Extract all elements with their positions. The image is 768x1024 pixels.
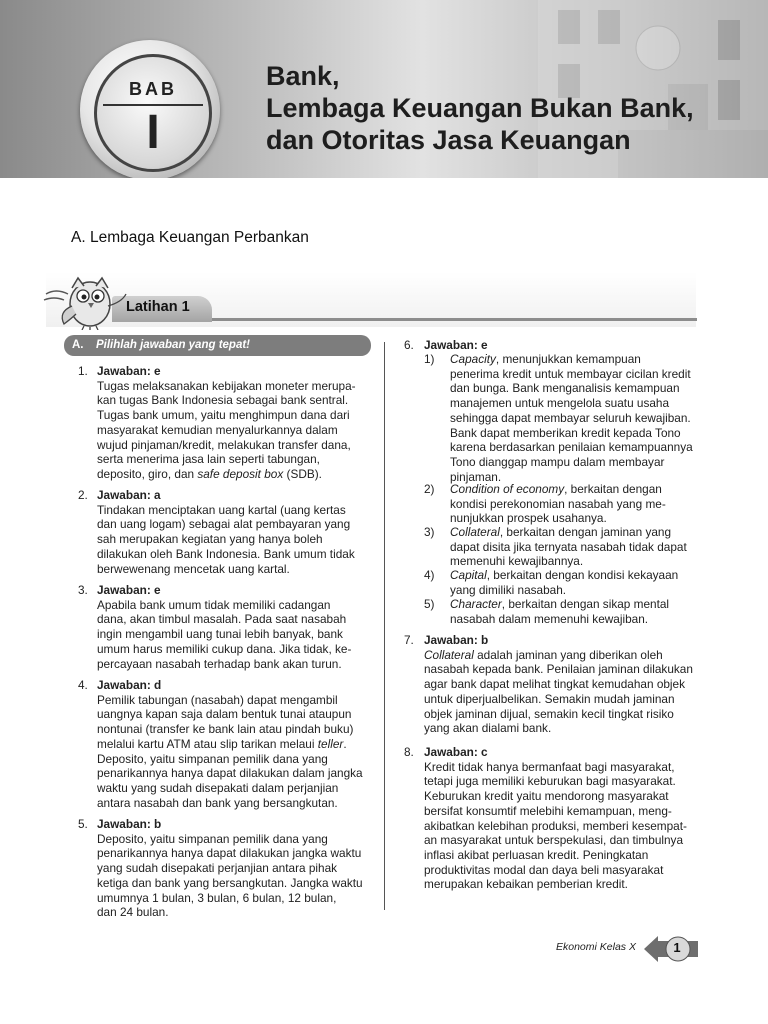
answer-line: berwewenang mencetak uang kartal.: [97, 561, 290, 576]
exercise-label: Latihan 1: [126, 299, 190, 315]
answer-line: deposito, giro, dan safe deposit box (SDB).: [97, 466, 322, 481]
criteria-line: nasabah dalam memenuhi kewajiban.: [450, 611, 649, 626]
answer-line: akibatkan kelebihan produksi, memberi kesempat-: [424, 818, 687, 833]
answer-line: Tugas melaksanakan kebijakan moneter merupa-: [97, 378, 356, 393]
answer-line: bersifat konsumtif melebihi kemampuan, meng-: [424, 803, 672, 818]
answer-item: [78, 583, 368, 673]
criteria-item: [424, 568, 720, 598]
answer-line: yang sudah disepakati perjanjian antara pihak: [97, 861, 338, 876]
answer-item: [404, 633, 700, 738]
answer-item: [404, 745, 700, 900]
answer-line: Keburukan kredit yaitu mendorong masyarakat: [424, 789, 669, 804]
criteria-line: yang dimiliki nasabah.: [450, 582, 567, 597]
chapter-title: [266, 60, 694, 156]
answer-line: Deposito, yaitu simpanan pemilik dana yang: [97, 831, 328, 846]
answer-line: inflasi akibat perluasan kredit. Peningkatan: [424, 847, 649, 862]
criteria-line: Capital, berkaitan dengan kondisi kekayaan: [450, 568, 679, 582]
criteria-line: manajemen untuk mengelola suatu usaha: [450, 396, 670, 411]
answer-key: Jawaban: a: [97, 488, 161, 502]
owl-mascot-icon: [42, 272, 130, 330]
criteria-number: 4): [424, 568, 435, 582]
answer-number: 3.: [78, 583, 88, 597]
criteria-line: kondisi perekonomian nasabah yang me-: [450, 496, 666, 511]
chapter-title-line: Lembaga Keuangan Bukan Bank,: [266, 93, 694, 123]
criteria-line: karena berdasarkan penilaian kemampuannya: [450, 440, 693, 455]
answer-line: Collateral adalah jaminan yang diberikan oleh: [424, 647, 663, 662]
answer-line: yang akan dialami bank.: [424, 721, 552, 736]
answer-line: percayaan nasabah terhadap bank akan turun.: [97, 656, 342, 671]
answer-line: objek jaminan dijual, semakin kecil tingkat risiko: [424, 706, 674, 721]
answer-line: uangnya kapan saja dalam bentuk tunai ataupun: [97, 707, 352, 722]
answer-number: 1.: [78, 364, 88, 378]
answer-line: dan 24 bulan.: [97, 905, 169, 920]
instruction-bar: [64, 335, 371, 356]
answer-line: Tindakan menciptakan uang kartal (uang kertas: [97, 502, 346, 517]
answer-number: 8.: [404, 745, 414, 759]
answer-line: nontunai (transfer ke bank lain atau pindah buku): [97, 722, 354, 737]
answer-line: masyarakat kemudian menyalurkannya dalam: [97, 422, 338, 437]
answer-key: Jawaban: d: [97, 678, 162, 692]
criteria-item: [424, 597, 720, 627]
answer-line: penarikannya hanya dapat dilakukan dalam jangka: [97, 766, 363, 781]
instruction-text: Pilihlah jawaban yang tepat!: [96, 339, 251, 351]
answer-item: [78, 364, 368, 484]
answer-line: produktivitas modal dan daya beli masyarakat: [424, 862, 664, 877]
criteria-line: Condition of economy, berkaitan dengan: [450, 482, 662, 496]
answer-number: 5.: [78, 817, 88, 831]
criteria-line: Collateral, berkaitan dengan jaminan yang: [450, 525, 672, 539]
answer-line: ingin mengambil uang tunai lebih banyak, bank: [97, 627, 343, 642]
answer-line: untuk diperjualbelikan. Semakin mudah jaminan: [424, 691, 675, 706]
answer-line: wujud pinjaman/kredit, melakukan transfer dana,: [97, 437, 351, 452]
chapter-header: [0, 0, 768, 178]
answer-key: Jawaban: e: [97, 583, 161, 597]
column-divider: [384, 342, 385, 910]
criteria-term: Capacity: [450, 352, 496, 366]
answer-line: Deposito, yaitu simpanan pemilik dana yang: [97, 751, 328, 766]
chapter-badge-label: BAB: [129, 79, 177, 99]
criteria-number: 1): [424, 352, 435, 366]
criteria-number: 5): [424, 597, 435, 611]
instruction-letter: A.: [72, 339, 84, 351]
criteria-term: Character: [450, 597, 502, 611]
chapter-number: I: [146, 106, 160, 159]
answer-term: Collateral: [424, 647, 474, 662]
answer-line: penarikannya hanya dapat dilakukan jangka waktu: [97, 846, 362, 861]
criteria-line: Tono dianggap mampu dalam membayar: [450, 454, 665, 469]
answer-line: dan uang logam) sebagai alat pembayaran yang: [97, 517, 351, 532]
answer-line: waktu yang sudah disepakati dalam perjanjian: [97, 780, 339, 795]
criteria-term: Condition of economy: [450, 482, 565, 496]
answer-key: Jawaban: e: [424, 338, 488, 352]
criteria-line: Bank dapat memberikan kredit kepada Tono: [450, 425, 681, 440]
answer-number: 6.: [404, 338, 414, 352]
answer-item: [78, 678, 368, 813]
answer-line: umum harus memiliki cukup dana. Jika tidak, ke-: [97, 641, 352, 656]
criteria-line: pinjaman.: [450, 469, 502, 484]
criteria-line: dan bunga. Bank menganalisis kemampuan: [450, 381, 680, 396]
answer-number: 4.: [78, 678, 88, 692]
answer-item: [78, 488, 368, 578]
answer-line: Apabila bank umum tidak memiliki cadangan: [97, 597, 331, 612]
answer-line: umumnya 1 bulan, 3 bulan, 6 bulan, 12 bulan,: [97, 890, 337, 905]
answer-line: dana, akan timbul masalah. Pada saat nasabah: [97, 612, 347, 627]
criteria-item: [424, 352, 720, 487]
section-heading: A. Lembaga Keuangan Perbankan: [71, 229, 309, 246]
answer-line: nasabah kepada bank. Penilaian jaminan dilakukan: [424, 662, 693, 677]
answer-line: dilakukan oleh Bank Indonesia. Bank umum tidak: [97, 546, 355, 561]
answer-line: ketiga dan bank yang bersangkutan. Jangka waktu: [97, 875, 363, 890]
criteria-term: Collateral: [450, 525, 500, 539]
answer-line: tetapi juga memiliki keburukan bagi masyarakat.: [424, 774, 676, 789]
chapter-badge: [80, 40, 220, 178]
criteria-line: penerima kredit untuk membayar cicilan kredit: [450, 366, 691, 381]
chapter-title-line: dan Otoritas Jasa Keuangan: [266, 125, 631, 155]
criteria-item: [424, 482, 720, 527]
answer-line: agar bank dapat melihat tingkat kemudahan objek: [424, 677, 686, 692]
criteria-line: sehingga dapat membayar seluruh kewajiban.: [450, 410, 691, 425]
answer-line: melalui kartu ATM atau slip tarikan melaui teller.: [97, 736, 347, 751]
answer-key: Jawaban: b: [424, 633, 489, 647]
answer-key: Jawaban: e: [97, 364, 161, 378]
criteria-item: [424, 525, 720, 570]
answer-line: kan tugas Bank Indonesia sebagai bank sentral.: [97, 393, 349, 408]
criteria-number: 2): [424, 482, 435, 496]
answer-line: antara nasabah dan bank yang bersangkutan.: [97, 795, 338, 810]
criteria-line: memenuhi kewajibannya.: [450, 554, 584, 569]
answer-line: Kredit tidak hanya bermanfaat bagi masyarakat,: [424, 759, 675, 774]
book-title: Ekonomi Kelas X: [556, 941, 636, 953]
answer-item: [78, 817, 368, 922]
criteria-line: nunjukkan prospek usahanya.: [450, 511, 607, 526]
answer-number: 2.: [78, 488, 88, 502]
criteria-number: 3): [424, 525, 435, 539]
chapter-title-line: Bank,: [266, 61, 340, 91]
criteria-term: Capital: [450, 568, 487, 582]
answer-line: merupakan kebaikan pemberian kredit.: [424, 877, 628, 892]
answer-line: sah merupakan kegiatan yang hanya boleh: [97, 532, 323, 547]
answer-line: an masyarakat untuk berspekulasi, dan timbulnya: [424, 833, 684, 848]
answer-line: serta menerima jasa lain seperti tabungan,: [97, 452, 320, 467]
answer-line: Tugas bank umum, yaitu menghimpun dana dari: [97, 408, 350, 423]
answer-key: Jawaban: b: [97, 817, 162, 831]
criteria-line: Capacity, menunjukkan kemampuan: [450, 352, 641, 366]
answer-line: Pemilik tabungan (nasabah) dapat mengambil: [97, 692, 338, 707]
page-number: 1: [673, 940, 681, 955]
criteria-line: Character, berkaitan dengan sikap mental: [450, 597, 670, 611]
answer-number: 7.: [404, 633, 414, 647]
answer-key: Jawaban: c: [424, 745, 488, 759]
criteria-line: dapat disita jika ternyata nasabah tidak dapat: [450, 539, 687, 554]
